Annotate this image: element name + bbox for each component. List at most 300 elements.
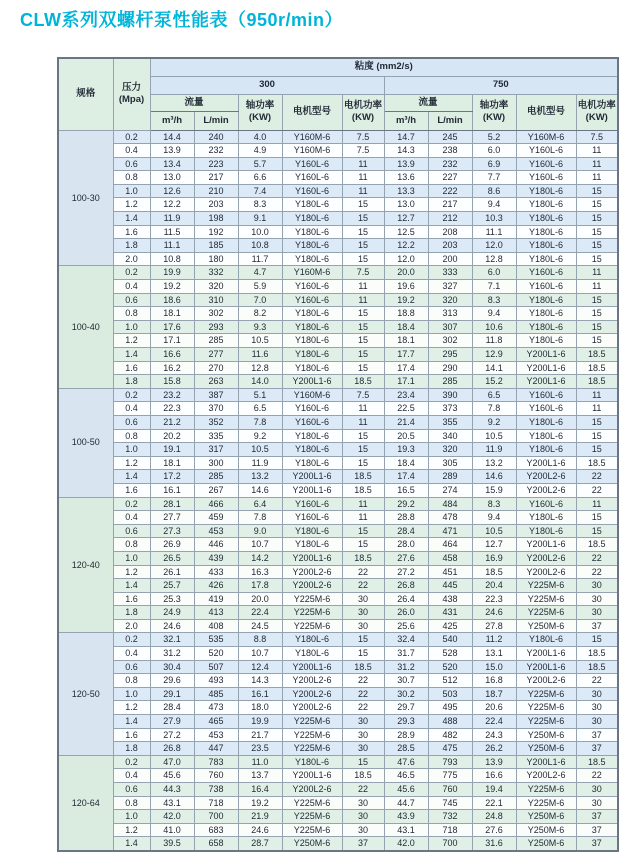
shaft-power-300-cell: 24.6 xyxy=(238,823,282,837)
motor-model-750-cell: Y250M-6 xyxy=(516,742,576,756)
motor-power-750-cell: 30 xyxy=(576,701,618,715)
flow-m3h-750-cell: 14.7 xyxy=(384,130,428,144)
flow-lmin-750-cell: 305 xyxy=(428,456,472,470)
table-row xyxy=(58,293,618,307)
flow-lmin-750-cell: 200 xyxy=(428,252,472,266)
motor-model-750-cell: Y225M-6 xyxy=(516,592,576,606)
motor-model-750-cell: Y200L2-6 xyxy=(516,674,576,688)
shaft-power-750-cell: 8.3 xyxy=(472,497,516,511)
flow-lmin-300-cell: 293 xyxy=(194,320,238,334)
motor-model-300-cell: Y225M-6 xyxy=(282,592,342,606)
shaft-power-300-cell: 14.6 xyxy=(238,483,282,497)
motor-model-300-cell: Y200L1-6 xyxy=(282,470,342,484)
shaft-power-300-cell: 8.3 xyxy=(238,198,282,212)
pressure-cell: 1.4 xyxy=(113,470,150,484)
motor-power-300-cell: 15 xyxy=(342,252,384,266)
motor-model-750-cell: Y200L1-6 xyxy=(516,361,576,375)
flow-lmin-300-cell: 192 xyxy=(194,225,238,239)
pressure-cell: 0.2 xyxy=(113,755,150,769)
flow-lmin-300-cell: 446 xyxy=(194,538,238,552)
header-motor-model-750: 电机型号 xyxy=(516,94,576,130)
shaft-power-300-cell: 6.5 xyxy=(238,402,282,416)
flow-m3h-300-cell: 11.1 xyxy=(150,239,194,253)
motor-power-750-cell: 15 xyxy=(576,320,618,334)
flow-m3h-300-cell: 11.9 xyxy=(150,212,194,226)
table-row xyxy=(58,361,618,375)
motor-power-300-cell: 15 xyxy=(342,647,384,661)
table-row xyxy=(58,225,618,239)
flow-m3h-300-cell: 13.0 xyxy=(150,171,194,185)
flow-m3h-300-cell: 23.2 xyxy=(150,388,194,402)
motor-model-750-cell: Y250M-6 xyxy=(516,810,576,824)
pressure-cell: 1.0 xyxy=(113,184,150,198)
motor-power-750-cell: 11 xyxy=(576,402,618,416)
table-row xyxy=(58,388,618,402)
table-row xyxy=(58,837,618,851)
flow-lmin-750-cell: 520 xyxy=(428,660,472,674)
shaft-power-750-cell: 22.3 xyxy=(472,592,516,606)
flow-lmin-750-cell: 313 xyxy=(428,307,472,321)
flow-m3h-750-cell: 30.7 xyxy=(384,674,428,688)
flow-lmin-300-cell: 419 xyxy=(194,592,238,606)
motor-power-300-cell: 15 xyxy=(342,334,384,348)
spec-cell: 100-50 xyxy=(58,388,113,497)
shaft-power-300-cell: 19.9 xyxy=(238,715,282,729)
motor-power-750-cell: 37 xyxy=(576,742,618,756)
header-flow-750: 流量 xyxy=(384,94,472,111)
motor-model-300-cell: Y200L1-6 xyxy=(282,660,342,674)
motor-power-300-cell: 18.5 xyxy=(342,375,384,389)
flow-m3h-300-cell: 24.6 xyxy=(150,619,194,633)
shaft-power-300-cell: 5.1 xyxy=(238,388,282,402)
flow-m3h-750-cell: 13.9 xyxy=(384,157,428,171)
flow-m3h-300-cell: 17.1 xyxy=(150,334,194,348)
table-row xyxy=(58,429,618,443)
flow-m3h-750-cell: 27.2 xyxy=(384,565,428,579)
header-unit-lmin-750: L/min xyxy=(428,111,472,130)
flow-m3h-750-cell: 13.0 xyxy=(384,198,428,212)
motor-power-300-cell: 11 xyxy=(342,415,384,429)
motor-power-750-cell: 18.5 xyxy=(576,647,618,661)
spec-cell: 120-40 xyxy=(58,497,113,633)
pressure-cell: 1.2 xyxy=(113,334,150,348)
motor-model-300-cell: Y160L-6 xyxy=(282,171,342,185)
table-row xyxy=(58,674,618,688)
header-shaft-power-300 xyxy=(238,94,282,130)
shaft-power-300-cell: 16.3 xyxy=(238,565,282,579)
flow-m3h-750-cell: 13.6 xyxy=(384,171,428,185)
pressure-cell: 0.4 xyxy=(113,769,150,783)
flow-m3h-300-cell: 17.6 xyxy=(150,320,194,334)
motor-model-300-cell: Y200L1-6 xyxy=(282,769,342,783)
motor-model-750-cell: Y200L1-6 xyxy=(516,348,576,362)
table-row xyxy=(58,633,618,647)
table-row xyxy=(58,212,618,226)
motor-model-300-cell: Y180L-6 xyxy=(282,443,342,457)
pressure-cell: 1.0 xyxy=(113,443,150,457)
header-pressure-line2: (Mpa) xyxy=(118,94,145,106)
table-row xyxy=(58,334,618,348)
motor-power-750-cell: 15 xyxy=(576,198,618,212)
shaft-power-750-cell: 14.6 xyxy=(472,470,516,484)
motor-power-750-cell: 18.5 xyxy=(576,348,618,362)
motor-power-300-cell: 15 xyxy=(342,633,384,647)
shaft-power-300-cell: 21.9 xyxy=(238,810,282,824)
flow-m3h-300-cell: 29.6 xyxy=(150,674,194,688)
flow-lmin-300-cell: 370 xyxy=(194,402,238,416)
shaft-power-750-cell: 6.0 xyxy=(472,266,516,280)
flow-m3h-300-cell: 13.4 xyxy=(150,157,194,171)
motor-power-750-cell: 18.5 xyxy=(576,375,618,389)
motor-model-750-cell: Y180L-6 xyxy=(516,443,576,457)
shaft-power-750-cell: 15.2 xyxy=(472,375,516,389)
motor-power-750-cell: 15 xyxy=(576,307,618,321)
flow-m3h-750-cell: 29.3 xyxy=(384,715,428,729)
flow-lmin-750-cell: 238 xyxy=(428,144,472,158)
shaft-power-750-cell: 24.3 xyxy=(472,728,516,742)
motor-model-300-cell: Y200L1-6 xyxy=(282,375,342,389)
motor-power-750-cell: 30 xyxy=(576,783,618,797)
flow-lmin-300-cell: 507 xyxy=(194,660,238,674)
flow-lmin-750-cell: 232 xyxy=(428,157,472,171)
motor-model-750-cell: Y180L-6 xyxy=(516,293,576,307)
flow-lmin-300-cell: 683 xyxy=(194,823,238,837)
flow-m3h-750-cell: 31.2 xyxy=(384,660,428,674)
motor-power-750-cell: 15 xyxy=(576,334,618,348)
flow-m3h-750-cell: 46.5 xyxy=(384,769,428,783)
flow-lmin-750-cell: 203 xyxy=(428,239,472,253)
table-row xyxy=(58,497,618,511)
flow-m3h-750-cell: 28.8 xyxy=(384,511,428,525)
flow-lmin-300-cell: 277 xyxy=(194,348,238,362)
flow-lmin-750-cell: 431 xyxy=(428,606,472,620)
motor-power-750-cell: 15 xyxy=(576,511,618,525)
table-row xyxy=(58,157,618,171)
table-row xyxy=(58,320,618,334)
motor-model-750-cell: Y160L-6 xyxy=(516,157,576,171)
flow-m3h-750-cell: 25.6 xyxy=(384,619,428,633)
motor-model-300-cell: Y225M-6 xyxy=(282,715,342,729)
flow-m3h-750-cell: 18.4 xyxy=(384,320,428,334)
shaft-power-750-cell: 11.9 xyxy=(472,443,516,457)
header-motor-power-300-line1: 电机功率 xyxy=(343,100,382,112)
pressure-cell: 2.0 xyxy=(113,252,150,266)
table-row xyxy=(58,348,618,362)
motor-power-750-cell: 11 xyxy=(576,157,618,171)
shaft-power-300-cell: 6.6 xyxy=(238,171,282,185)
shaft-power-300-cell: 11.6 xyxy=(238,348,282,362)
shaft-power-300-cell: 16.4 xyxy=(238,783,282,797)
shaft-power-300-cell: 23.5 xyxy=(238,742,282,756)
motor-power-750-cell: 37 xyxy=(576,810,618,824)
flow-m3h-750-cell: 28.0 xyxy=(384,538,428,552)
flow-lmin-750-cell: 540 xyxy=(428,633,472,647)
motor-model-750-cell: Y200L1-6 xyxy=(516,375,576,389)
motor-power-300-cell: 15 xyxy=(342,456,384,470)
motor-model-750-cell: Y180L-6 xyxy=(516,184,576,198)
shaft-power-300-cell: 11.7 xyxy=(238,252,282,266)
shaft-power-750-cell: 7.8 xyxy=(472,402,516,416)
flow-lmin-300-cell: 700 xyxy=(194,810,238,824)
motor-model-750-cell: Y160L-6 xyxy=(516,497,576,511)
header-unit-m3h-750: m³/h xyxy=(384,111,428,130)
flow-m3h-300-cell: 14.4 xyxy=(150,130,194,144)
shaft-power-300-cell: 10.7 xyxy=(238,538,282,552)
pressure-cell: 0.6 xyxy=(113,415,150,429)
motor-model-300-cell: Y160M-6 xyxy=(282,130,342,144)
flow-m3h-300-cell: 18.1 xyxy=(150,307,194,321)
motor-model-750-cell: Y200L2-6 xyxy=(516,565,576,579)
flow-lmin-300-cell: 285 xyxy=(194,334,238,348)
shaft-power-750-cell: 27.6 xyxy=(472,823,516,837)
shaft-power-300-cell: 22.4 xyxy=(238,606,282,620)
header-flow-300: 流量 xyxy=(150,94,238,111)
motor-power-300-cell: 15 xyxy=(342,443,384,457)
motor-model-750-cell: Y250M-6 xyxy=(516,619,576,633)
table-row xyxy=(58,742,618,756)
motor-power-300-cell: 7.5 xyxy=(342,144,384,158)
flow-m3h-300-cell: 10.8 xyxy=(150,252,194,266)
table-row xyxy=(58,524,618,538)
header-shaft-power-300-line1: 轴功率 xyxy=(245,100,275,112)
flow-m3h-300-cell: 24.9 xyxy=(150,606,194,620)
flow-m3h-750-cell: 19.6 xyxy=(384,280,428,294)
flow-lmin-300-cell: 223 xyxy=(194,157,238,171)
flow-m3h-300-cell: 18.1 xyxy=(150,456,194,470)
motor-power-300-cell: 22 xyxy=(342,579,384,593)
pressure-cell: 1.0 xyxy=(113,551,150,565)
motor-power-750-cell: 30 xyxy=(576,606,618,620)
flow-lmin-300-cell: 240 xyxy=(194,130,238,144)
flow-lmin-750-cell: 484 xyxy=(428,497,472,511)
motor-power-750-cell: 30 xyxy=(576,579,618,593)
motor-power-750-cell: 11 xyxy=(576,171,618,185)
flow-m3h-300-cell: 19.9 xyxy=(150,266,194,280)
shaft-power-300-cell: 12.4 xyxy=(238,660,282,674)
motor-model-300-cell: Y200L2-6 xyxy=(282,783,342,797)
flow-lmin-300-cell: 453 xyxy=(194,524,238,538)
table-row xyxy=(58,619,618,633)
motor-power-750-cell: 22 xyxy=(576,551,618,565)
flow-m3h-300-cell: 15.8 xyxy=(150,375,194,389)
pressure-cell: 0.6 xyxy=(113,783,150,797)
flow-lmin-300-cell: 760 xyxy=(194,769,238,783)
header-viscosity: 粘度 (mm2/s) xyxy=(150,58,618,76)
motor-power-300-cell: 22 xyxy=(342,783,384,797)
pressure-cell: 0.8 xyxy=(113,307,150,321)
flow-lmin-750-cell: 307 xyxy=(428,320,472,334)
motor-model-300-cell: Y225M-6 xyxy=(282,606,342,620)
table-header xyxy=(58,58,618,130)
flow-lmin-750-cell: 290 xyxy=(428,361,472,375)
motor-power-750-cell: 11 xyxy=(576,144,618,158)
motor-power-300-cell: 30 xyxy=(342,606,384,620)
shaft-power-750-cell: 16.9 xyxy=(472,551,516,565)
shaft-power-300-cell: 14.0 xyxy=(238,375,282,389)
motor-model-750-cell: Y200L1-6 xyxy=(516,538,576,552)
flow-lmin-750-cell: 340 xyxy=(428,429,472,443)
table-row xyxy=(58,171,618,185)
flow-lmin-300-cell: 783 xyxy=(194,755,238,769)
pressure-cell: 0.8 xyxy=(113,538,150,552)
flow-m3h-300-cell: 27.9 xyxy=(150,715,194,729)
motor-model-300-cell: Y160L-6 xyxy=(282,184,342,198)
table-row xyxy=(58,810,618,824)
motor-model-750-cell: Y250M-6 xyxy=(516,728,576,742)
flow-lmin-300-cell: 439 xyxy=(194,551,238,565)
shaft-power-750-cell: 20.4 xyxy=(472,579,516,593)
shaft-power-750-cell: 5.2 xyxy=(472,130,516,144)
flow-m3h-300-cell: 25.7 xyxy=(150,579,194,593)
motor-power-750-cell: 30 xyxy=(576,687,618,701)
motor-model-750-cell: Y180L-6 xyxy=(516,524,576,538)
flow-m3h-300-cell: 12.2 xyxy=(150,198,194,212)
flow-m3h-300-cell: 30.4 xyxy=(150,660,194,674)
shaft-power-300-cell: 9.0 xyxy=(238,524,282,538)
pressure-cell: 0.8 xyxy=(113,171,150,185)
flow-m3h-750-cell: 42.0 xyxy=(384,837,428,851)
flow-lmin-300-cell: 447 xyxy=(194,742,238,756)
flow-m3h-750-cell: 12.0 xyxy=(384,252,428,266)
flow-m3h-300-cell: 26.5 xyxy=(150,551,194,565)
table-row xyxy=(58,239,618,253)
header-unit-lmin-300: L/min xyxy=(194,111,238,130)
pressure-cell: 0.2 xyxy=(113,388,150,402)
flow-m3h-300-cell: 26.9 xyxy=(150,538,194,552)
flow-lmin-750-cell: 488 xyxy=(428,715,472,729)
flow-lmin-300-cell: 198 xyxy=(194,212,238,226)
motor-power-750-cell: 11 xyxy=(576,280,618,294)
pressure-cell: 0.2 xyxy=(113,130,150,144)
shaft-power-750-cell: 14.1 xyxy=(472,361,516,375)
motor-power-750-cell: 15 xyxy=(576,225,618,239)
motor-power-750-cell: 15 xyxy=(576,524,618,538)
motor-model-300-cell: Y160M-6 xyxy=(282,388,342,402)
shaft-power-750-cell: 10.3 xyxy=(472,212,516,226)
pressure-cell: 0.4 xyxy=(113,402,150,416)
motor-model-300-cell: Y180L-6 xyxy=(282,225,342,239)
shaft-power-300-cell: 7.8 xyxy=(238,511,282,525)
flow-m3h-300-cell: 19.1 xyxy=(150,443,194,457)
motor-model-300-cell: Y180L-6 xyxy=(282,320,342,334)
motor-model-750-cell: Y225M-6 xyxy=(516,783,576,797)
flow-m3h-750-cell: 30.2 xyxy=(384,687,428,701)
shaft-power-750-cell: 20.6 xyxy=(472,701,516,715)
motor-power-300-cell: 15 xyxy=(342,239,384,253)
motor-power-300-cell: 11 xyxy=(342,171,384,185)
shaft-power-300-cell: 10.7 xyxy=(238,647,282,661)
shaft-power-300-cell: 13.2 xyxy=(238,470,282,484)
shaft-power-300-cell: 11.0 xyxy=(238,755,282,769)
shaft-power-750-cell: 12.9 xyxy=(472,348,516,362)
motor-power-300-cell: 30 xyxy=(342,796,384,810)
flow-lmin-300-cell: 317 xyxy=(194,443,238,457)
shaft-power-750-cell: 13.2 xyxy=(472,456,516,470)
motor-model-750-cell: Y160L-6 xyxy=(516,144,576,158)
flow-m3h-750-cell: 26.4 xyxy=(384,592,428,606)
motor-model-300-cell: Y180L-6 xyxy=(282,334,342,348)
motor-power-300-cell: 15 xyxy=(342,225,384,239)
motor-model-300-cell: Y180L-6 xyxy=(282,524,342,538)
motor-power-750-cell: 15 xyxy=(576,239,618,253)
flow-lmin-750-cell: 471 xyxy=(428,524,472,538)
motor-model-300-cell: Y160L-6 xyxy=(282,497,342,511)
shaft-power-750-cell: 13.1 xyxy=(472,647,516,661)
header-spec: 规格 xyxy=(58,58,113,130)
flow-m3h-750-cell: 12.7 xyxy=(384,212,428,226)
pressure-cell: 0.2 xyxy=(113,633,150,647)
flow-lmin-750-cell: 425 xyxy=(428,619,472,633)
flow-lmin-300-cell: 267 xyxy=(194,483,238,497)
table-row xyxy=(58,538,618,552)
shaft-power-750-cell: 12.8 xyxy=(472,252,516,266)
motor-model-300-cell: Y160M-6 xyxy=(282,144,342,158)
motor-model-750-cell: Y225M-6 xyxy=(516,606,576,620)
pressure-cell: 1.0 xyxy=(113,810,150,824)
flow-lmin-750-cell: 438 xyxy=(428,592,472,606)
motor-model-750-cell: Y200L2-6 xyxy=(516,769,576,783)
motor-power-300-cell: 11 xyxy=(342,402,384,416)
shaft-power-750-cell: 7.7 xyxy=(472,171,516,185)
flow-m3h-750-cell: 44.7 xyxy=(384,796,428,810)
flow-lmin-750-cell: 289 xyxy=(428,470,472,484)
table-row xyxy=(58,443,618,457)
motor-model-750-cell: Y160M-6 xyxy=(516,130,576,144)
flow-m3h-300-cell: 31.2 xyxy=(150,647,194,661)
pressure-cell: 1.4 xyxy=(113,837,150,851)
pressure-cell: 2.0 xyxy=(113,619,150,633)
spec-cell: 100-30 xyxy=(58,130,113,266)
motor-power-750-cell: 22 xyxy=(576,483,618,497)
pressure-cell: 0.4 xyxy=(113,144,150,158)
table-row xyxy=(58,715,618,729)
motor-model-750-cell: Y200L2-6 xyxy=(516,551,576,565)
flow-lmin-300-cell: 465 xyxy=(194,715,238,729)
shaft-power-750-cell: 8.3 xyxy=(472,293,516,307)
table-row xyxy=(58,660,618,674)
flow-m3h-300-cell: 21.2 xyxy=(150,415,194,429)
flow-lmin-300-cell: 217 xyxy=(194,171,238,185)
table-row xyxy=(58,456,618,470)
flow-m3h-300-cell: 44.3 xyxy=(150,783,194,797)
header-shaft-power-750-line1: 轴功率 xyxy=(479,100,509,112)
shaft-power-300-cell: 4.0 xyxy=(238,130,282,144)
motor-model-300-cell: Y180L-6 xyxy=(282,307,342,321)
flow-m3h-750-cell: 18.1 xyxy=(384,334,428,348)
flow-lmin-300-cell: 332 xyxy=(194,266,238,280)
flow-lmin-750-cell: 478 xyxy=(428,511,472,525)
flow-m3h-300-cell: 20.2 xyxy=(150,429,194,443)
motor-power-300-cell: 11 xyxy=(342,497,384,511)
flow-lmin-750-cell: 528 xyxy=(428,647,472,661)
motor-model-750-cell: Y180L-6 xyxy=(516,511,576,525)
shaft-power-750-cell: 16.6 xyxy=(472,769,516,783)
shaft-power-300-cell: 28.7 xyxy=(238,837,282,851)
shaft-power-750-cell: 22.4 xyxy=(472,715,516,729)
motor-model-750-cell: Y160L-6 xyxy=(516,280,576,294)
pressure-cell: 1.2 xyxy=(113,565,150,579)
shaft-power-300-cell: 14.2 xyxy=(238,551,282,565)
flow-m3h-750-cell: 12.2 xyxy=(384,239,428,253)
pressure-cell: 1.4 xyxy=(113,212,150,226)
header-motor-power-750 xyxy=(576,94,618,130)
flow-lmin-300-cell: 180 xyxy=(194,252,238,266)
flow-m3h-750-cell: 16.5 xyxy=(384,483,428,497)
motor-model-750-cell: Y200L2-6 xyxy=(516,483,576,497)
motor-power-750-cell: 18.5 xyxy=(576,538,618,552)
flow-m3h-750-cell: 26.8 xyxy=(384,579,428,593)
motor-model-300-cell: Y200L2-6 xyxy=(282,701,342,715)
